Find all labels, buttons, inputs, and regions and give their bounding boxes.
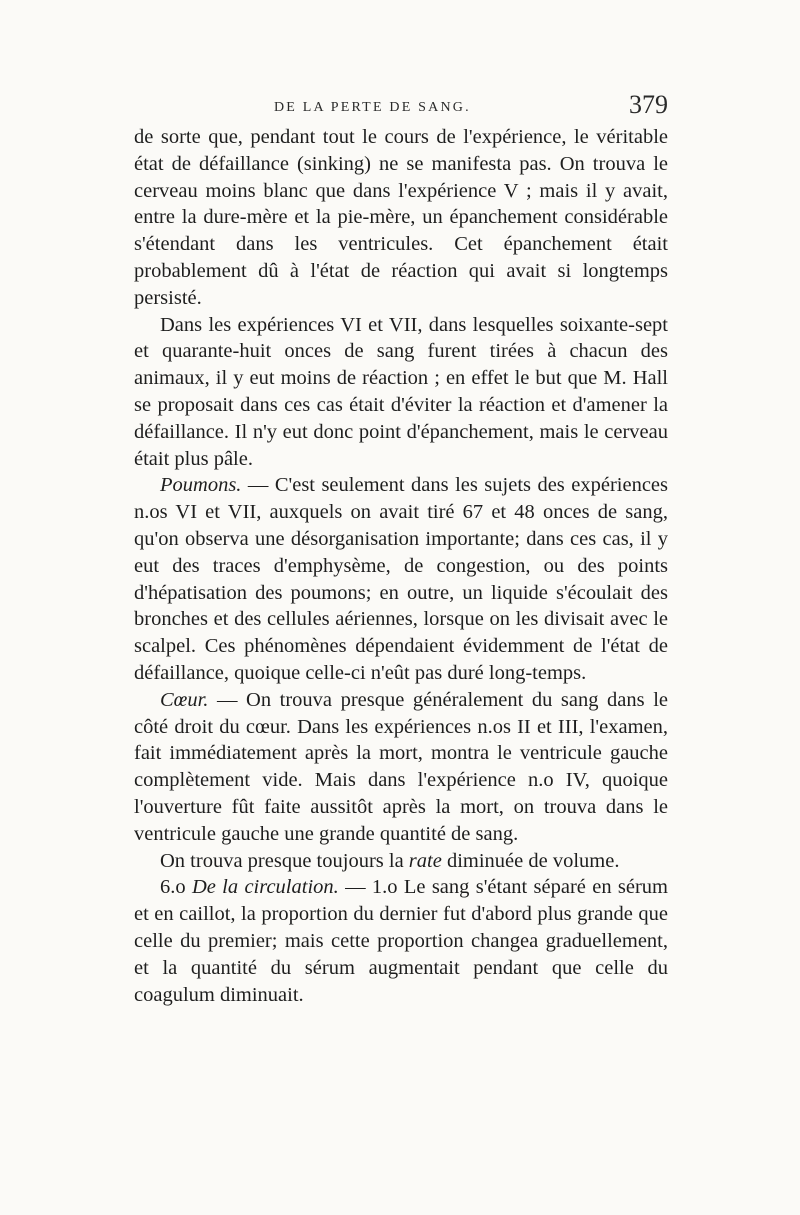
paragraph-2 (134, 312, 668, 473)
paragraph-1-text: de sorte que, pendant tout le cours de l'expérience, le véritable état de défaillance (sinking) ne se manifesta pas. On trouva le cerveau moins blanc que dans l'expérience V ; mais il y avait, entre la dure-mère et la pie-mère, un épanchement considérable s'étendant dans les ventricules. Cet épanchement était probablement dû à l'état de réaction qui avait si longtemps persisté. (134, 126, 668, 309)
paragraph-rate-before: On trouva presque toujours la (160, 849, 409, 872)
paragraph-coeur-text: — On trouva presque généralement du sang dans le côté droit du cœur. Dans les expériences n.os II et III, l'examen, fait immédiatement après la mort, montra le ventricule gauche complètement vide. Mais dans l'expérience n.o IV, quoique l'ouverture fût faite aussitôt après la mort, on trouva dans le ventricule gauche une grande quantité de sang. (134, 688, 668, 845)
paragraph-circulation-text: — 1.o Le sang s'étant séparé en sérum et en caillot, la proportion du dernier fut d'abord plus grande que celle du premier; mais cette proportion changea graduellement, et la quantité du sérum augmentait pendant que celle du coagulum diminuait. (134, 876, 669, 1006)
body-text (134, 124, 668, 1008)
section-heading-circulation: De la circulation. (191, 876, 339, 899)
paragraph-circulation (134, 874, 668, 1008)
paragraph-rate-after: diminuée de volume. (441, 849, 620, 872)
paragraph-poumons-text: — C'est seulement dans les sujets des expériences n.os VI et VII, auxquels on avait tiré 67 et 48 onces de sang, qu'on observa une désorganisation importante; dans ces cas, il y eut des traces d'emphysème, de congestion, ou des points d'hépatisation des poumons; en outre, un liquide s'écoulait des bronches et des cellules aériennes, lorsque on les divisait avec le scalpel. Ces phénomènes dépendaient évidemment de l'état de défaillance, quoique celle-ci n'eût pas duré long-temps. (134, 474, 668, 684)
term-rate: rate (408, 849, 442, 872)
paragraph-rate (134, 848, 668, 875)
paragraph-2-text: Dans les expériences VI et VII, dans lesquelles soixante-sept et quarante-huit onces de sang furent tirées à chacun des animaux, il y eut moins de réaction ; en effet le but que M. Hall se proposait dans ces cas était d'éviter la réaction et d'amener la défaillance. Il n'y eut donc point d'épanchement, mais le cerveau était plus pâle. (134, 313, 668, 470)
paragraph-coeur (134, 687, 668, 848)
section-heading-coeur: Cœur. (160, 688, 209, 711)
page-number: 379 (629, 90, 668, 119)
paragraph-1 (134, 124, 668, 312)
section-number: 6.o (160, 876, 192, 899)
paragraph-poumons (134, 472, 668, 686)
page-header (134, 90, 668, 126)
running-title: DE LA PERTE DE SANG. (274, 100, 471, 115)
section-heading-poumons: Poumons. (160, 474, 242, 497)
